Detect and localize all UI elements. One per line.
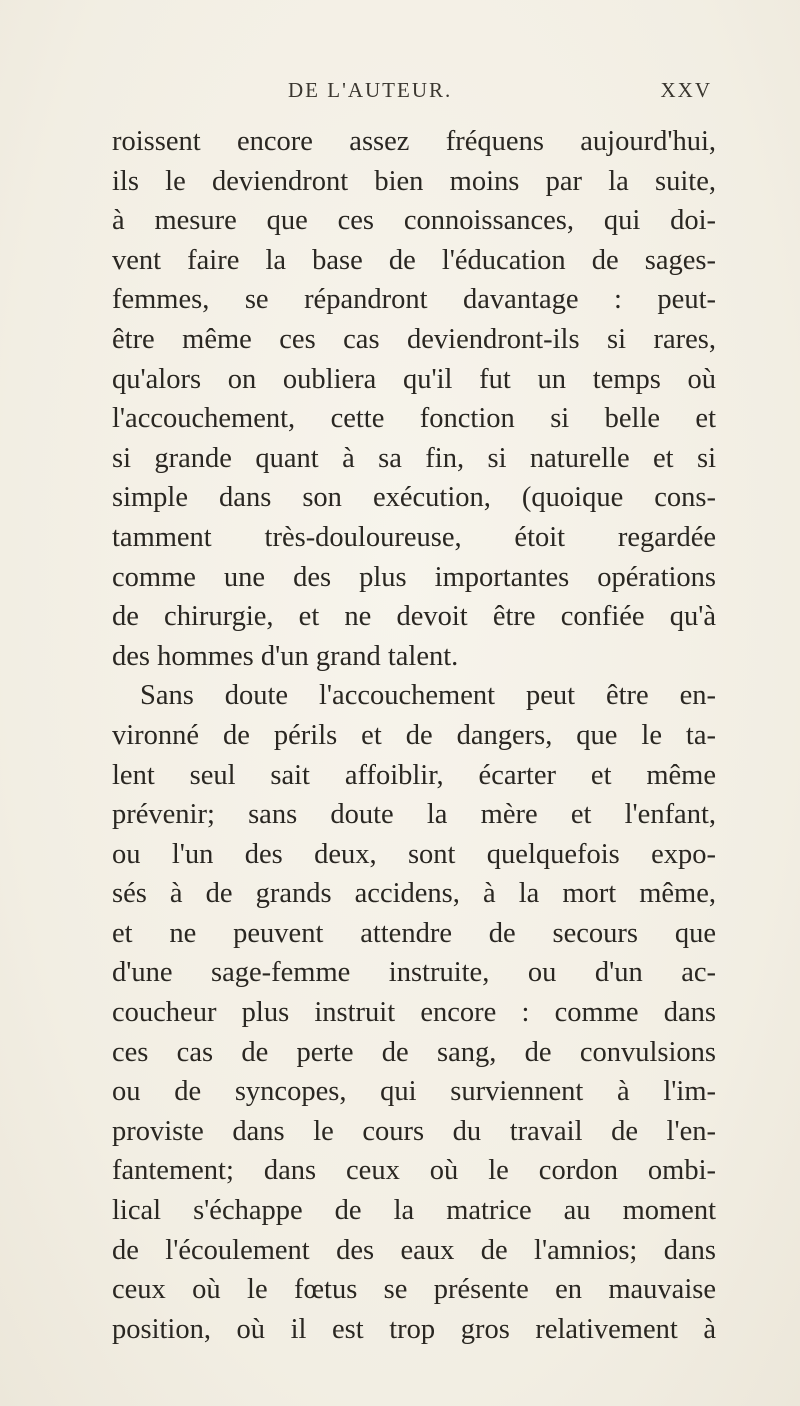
text-line: de chirurgie, et ne devoit être confiée qu'à xyxy=(112,601,716,633)
text-line-paragraph-end: des hommes d'un grand talent. xyxy=(112,640,459,672)
text-line: roissent encore assez fréquens aujourd'hui, xyxy=(112,126,716,157)
text-line-paragraph-start: Sans doute l'accouchement peut être en- xyxy=(140,680,716,712)
text-line: simple dans son exécution, (quoique cons- xyxy=(112,482,716,514)
text-line: qu'alors on oubliera qu'il fut un temps où xyxy=(112,363,716,395)
text-line: si grande quant à sa fin, si naturelle et si xyxy=(112,442,716,474)
text-line: ils le deviendront bien moins par la suite, xyxy=(112,165,716,197)
text-line: et ne peuvent attendre de secours que xyxy=(112,917,716,949)
running-head xyxy=(112,78,712,108)
text-line: tamment très-douloureuse, étoit regardée xyxy=(112,521,716,553)
text-line: d'une sage-femme instruite, ou d'un ac- xyxy=(112,957,716,989)
text-line: vironné de périls et de dangers, que le ta- xyxy=(112,719,716,751)
text-line: à mesure que ces connoissances, qui doi- xyxy=(112,205,716,237)
running-title: DE L'AUTEUR. xyxy=(288,78,453,102)
text-line: ou l'un des deux, sont quelquefois expo- xyxy=(112,838,716,870)
text-line: l'accouchement, cette fonction si belle et xyxy=(112,403,716,435)
text-line: proviste dans le cours du travail de l'en- xyxy=(112,1115,716,1147)
text-line: être même ces cas deviendront-ils si rares, xyxy=(112,323,716,355)
body-text xyxy=(112,122,716,1349)
text-line: ces cas de perte de sang, de convulsions xyxy=(112,1036,716,1068)
text-line: vent faire la base de l'éducation de sages- xyxy=(112,244,716,276)
text-line: ou de syncopes, qui surviennent à l'im- xyxy=(112,1076,716,1108)
text-line: lent seul sait affoiblir, écarter et même xyxy=(112,759,716,791)
text-line: lical s'échappe de la matrice au moment xyxy=(112,1195,716,1227)
text-line: prévenir; sans doute la mère et l'enfant, xyxy=(112,799,716,831)
page-number: XXV xyxy=(660,78,712,102)
text-line: femmes, se répandront davantage : peut- xyxy=(112,284,716,316)
text-line: coucheur plus instruit encore : comme dans xyxy=(112,997,716,1029)
text-line: sés à de grands accidens, à la mort même, xyxy=(112,878,716,910)
text-line: de l'écoulement des eaux de l'amnios; dans xyxy=(112,1234,716,1266)
text-line: ceux où le fœtus se présente en mauvaise xyxy=(112,1274,716,1306)
text-line: position, où il est trop gros relativement à xyxy=(112,1313,716,1345)
text-line: fantement; dans ceux où le cordon ombi- xyxy=(112,1155,716,1187)
text-line: comme une des plus importantes opérations xyxy=(112,561,716,593)
